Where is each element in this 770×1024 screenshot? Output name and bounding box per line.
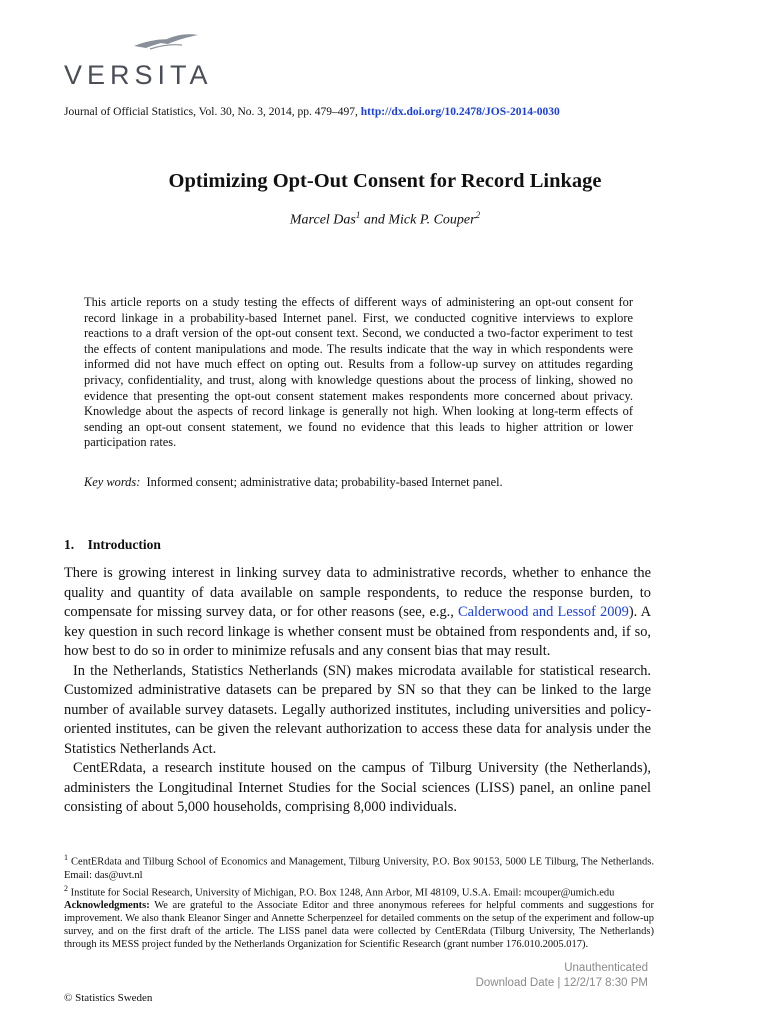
article-title: Optimizing Opt-Out Consent for Record Linkage: [168, 170, 602, 192]
citation-link[interactable]: Calderwood and Lessof 2009: [458, 604, 629, 620]
author-1-mark: 1: [355, 210, 361, 220]
doi-link[interactable]: http://dx.doi.org/10.2478/JOS-2014-0030: [360, 106, 560, 118]
footnote-2-text: Institute for Social Research, University of Michigan, P.O. Box 1248, Ann Arbor, MI 48109, U.S.A. Email: mcouper@umich.edu: [70, 887, 615, 898]
footnote-1: [64, 851, 654, 882]
author-line: [0, 210, 770, 229]
keywords-label: Key words:: [84, 475, 141, 489]
abstract: This article reports on a study testing the effects of different ways of administering an opt-out consent for record linkage in a probability-based Internet panel. First, we conducted cognitive interviews to explore reactions to a draft version of the opt-out consent text. Second, we conducted a two-factor experiment to test the effects of content manipulations and mode. The results indicate that the way in which respondents were informed did not have much effect on opting out. Results from a follow-up survey on attitudes regarding privacy, confidentiality, and trust, along with knowledge questions about the process of linking, showed no evidence that presenting the opt-out consent statement makes respondents more concerned about privacy. Knowledge about the aspects of record linkage is generally not high. When looking at long-term effects of sending an opt-out consent statement, we found no evidence that this leads to higher attrition or lower participation rates.: [84, 295, 633, 450]
section-heading: 1. Introduction: [64, 537, 161, 552]
author-separator: and: [363, 212, 385, 228]
author-2-mark: 2: [475, 210, 481, 220]
keywords: [84, 475, 644, 490]
copyright: © Statistics Sweden: [64, 992, 153, 1004]
journal-citation-line: [64, 106, 560, 118]
footnotes: [64, 851, 654, 951]
author-2: Mick P. Couper: [388, 212, 476, 228]
footnote-1-text: CentERdata and Tilburg School of Economics and Management, Tilburg University, P.O. Box 90153, 5000 LE Tilburg, The Netherlands. Email: das@uvt.nl: [64, 856, 655, 881]
paragraph-2: In the Netherlands, Statistics Netherlands (SN) makes microdata available for statistical research. Customized administrative datasets can be prepared by SN so that they can be linked to the large number of available survey datasets. Legally authorized institutes, including universities and policy-oriented institutes, can be given the relevant authorization to access these data for analysis under the Statistics Netherlands Act.: [64, 662, 651, 757]
footnote-2: [64, 882, 654, 900]
publisher-logo-text: VERSITA: [64, 60, 213, 90]
watermark-line-2: Download Date | 12/2/17 8:30 PM: [475, 977, 648, 989]
paragraph-1: [64, 564, 651, 662]
acknowledgments: [64, 899, 654, 951]
paragraph-1-tail: ). A key question in such record linkage is whether consent must be obtained from respondents and, if so, how best to do so in order to minimize refusals and any consent bias that may result.: [64, 604, 651, 659]
paragraph-3: CentERdata, a research institute housed on the campus of Tilburg University (the Netherlands), administers the Longitudinal Internet Studies for the Social sciences (LISS) panel, an online panel consisting of about 5,000 households, comprising 8,000 individuals.: [64, 760, 651, 815]
acknowledgments-label: Acknowledgments:: [64, 900, 150, 911]
keywords-text: Informed consent; administrative data; probability-based Internet panel.: [146, 475, 503, 489]
paragraph-1-text: There is growing interest in linking survey data to administrative records, whether to enhance the quality and quantity of data available on sample respondents, to reduce the response burden, to compensate for missing survey data, or for other reasons (see, e.g.,: [64, 565, 651, 620]
acknowledgments-text: We are grateful to the Associate Editor and three anonymous referees for helpful comments and suggestions for improvement. We also thank Eleanor Singer and Annette Scherpenzeel for detailed comments on the setup of the experiment and follow-up survey, and on the first draft of the article. The LISS panel data were collected by CentERdata (Tilburg University, The Netherlands) through its MESS project funded by the Netherlands Organization for Scientific Research (grant number 176.010.2005.017).: [64, 900, 654, 950]
footnote-1-mark: 1: [64, 853, 68, 862]
journal-citation: Journal of Official Statistics, Vol. 30, No. 3, 2014, pp. 479–497,: [64, 106, 358, 118]
download-watermark: [450, 961, 648, 991]
author-1: Marcel Das: [289, 212, 356, 228]
body-text: [64, 564, 651, 818]
watermark-line-1: Unauthenticated: [564, 962, 648, 974]
footnote-2-mark: 2: [64, 883, 68, 893]
